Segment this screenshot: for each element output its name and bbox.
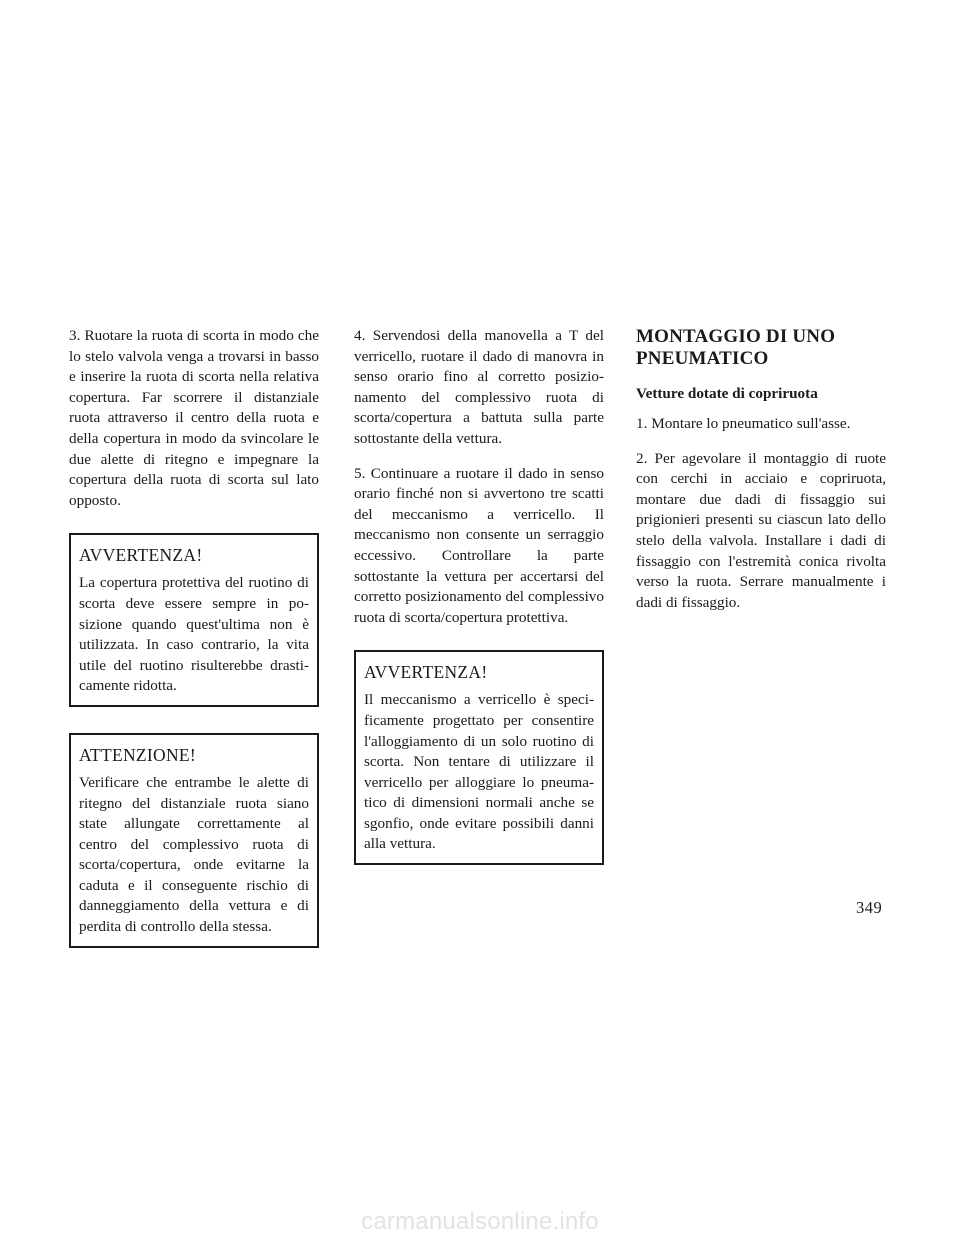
step-5-paragraph: 5. Continuare a ruotare il dado in senso orario finché non si avvertono tre scatti del meccanismo a verricello. Il meccanismo non consente un serraggio eccessivo. Controllare la parte sottostante la vettura per accertarsi del corretto posizionamento del complessivo ruota di scorta/copertura protettiva. [354, 464, 604, 626]
warning-box [69, 533, 319, 707]
warning-text: La copertura protettiva del ruotino di scorta deve essere sempre in posizione quando quest'ultima non è utilizzata. In caso contrario, la vita utile del ruotino risulterebbe drasticamente ridotta. [79, 574, 309, 695]
subsection-title: Vetture dotate di copriruota [636, 385, 818, 402]
caution-box [69, 733, 319, 948]
step-1-paragraph: 1. Montare lo pneumatico sull'asse. [636, 415, 851, 432]
section-title [636, 326, 886, 370]
caution-title: ATTENZIONE! [79, 744, 197, 765]
warning-title-2: AVVERTENZA! [364, 662, 488, 683]
caution-text: Verificare che entrambe le alette di ritegno del distanziale ruota siano state allungate correttamente al centro del complessivo ruota di scorta/copertura, onde evitarne la caduta e il conseguente rischio di danneggiamento della vettura e di perdita di controllo della stessa. [79, 773, 309, 936]
step-3-paragraph: 3. Ruotare la ruota di scorta in modo che lo stelo valvola venga a trovarsi in basso e inserire la ruota di scorta nella relativa copertura. Far scorrere il distanziale ruota attraverso il centro della ruota e della copertura in modo da svincolare le due alette di ritegno e impegnare la copertura della ruota di scorta sul lato opposto. [69, 327, 319, 509]
section-title-line-1: MONTAGGIO DI UNO [636, 326, 836, 347]
warning-text-2: Il meccanismo a verricello è specificamente progettato per consentire l'alloggiamento di un solo ruotino di scorta. Non tentare di utilizzare il verricello per alloggiare lo pneumatico di dimensioni normali anche se sgonfio, onde evitare possibili danni alla vettura. [364, 691, 594, 853]
section-title-line-2: PNEUMATICO [636, 348, 769, 369]
column-middle [354, 326, 604, 891]
column-right [636, 326, 886, 627]
step-2-paragraph: 2. Per agevolare il montaggio di ruote con cerchi in acciaio e copriruota, montare due dadi di fissaggio sui prigionieri presenti su ciascun lato dello stelo della valvola. Installare i dadi di fissaggio con l'estremità conica rivolta verso la ruota. Serrare manualmente i dadi di fissaggio. [636, 449, 886, 611]
warning-box-2 [354, 650, 604, 865]
step-4-paragraph: 4. Servendosi della manovella a T del verricello, ruotare il dado di manovra in senso orario fino al corretto posizionamento del complessivo ruota di scorta/copertura a battuta sulla parte sottostante della vettura. [354, 327, 604, 447]
warning-title: AVVERTENZA! [79, 545, 203, 566]
column-left [69, 326, 319, 974]
watermark: carmanualsonline.info [361, 1208, 599, 1235]
page-number: 349 [856, 898, 883, 917]
